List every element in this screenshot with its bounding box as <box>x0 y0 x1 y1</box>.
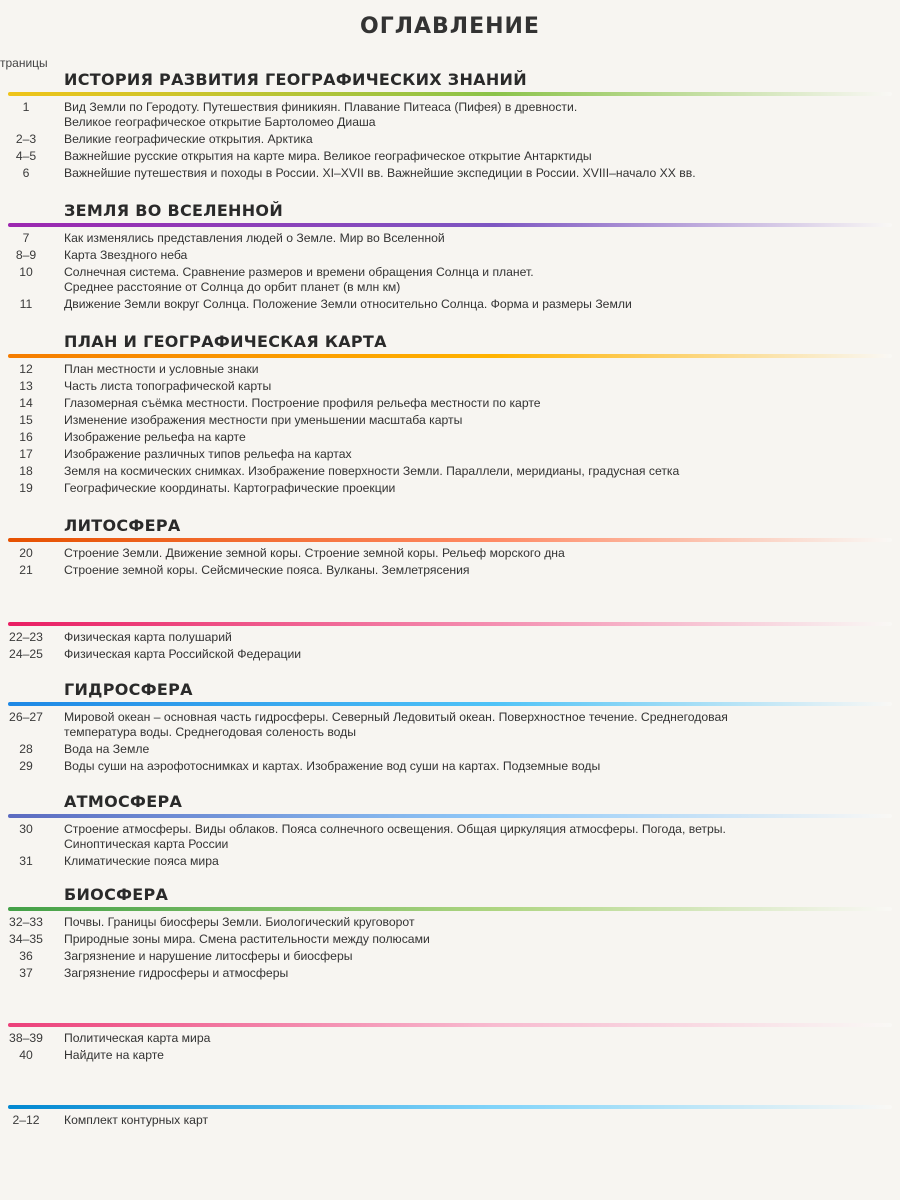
section-title: ПЛАН И ГЕОГРАФИЧЕСКАЯ КАРТА <box>64 332 387 351</box>
entry-title: Мировой океан – основная часть гидросферы. Северный Ледовитый океан. Поверхностное течение. Среднегодовая температура воды. Среднегодовая соленость воды <box>64 710 728 739</box>
section-rule <box>8 538 892 542</box>
entry-page-number: 17 <box>19 447 33 461</box>
entry-page-number: 18 <box>19 464 33 478</box>
section-entries <box>0 710 900 774</box>
entry-title: Важнейшие русские открытия на карте мира. Великое географическое открытие Антарктиды <box>64 149 592 163</box>
toc-section <box>0 70 900 181</box>
section-entries <box>0 1031 900 1063</box>
table-of-contents <box>0 70 900 1144</box>
toc-entry[interactable] <box>0 742 900 757</box>
entry-page-number: 28 <box>19 742 33 756</box>
entry-title: Строение Земли. Движение земной коры. Строение земной коры. Рельеф морского дна <box>64 546 565 560</box>
entry-title: Загрязнение и нарушение литосферы и биосферы <box>64 949 353 963</box>
section-rule <box>8 907 892 911</box>
toc-section <box>0 680 900 774</box>
toc-entry[interactable] <box>0 710 900 740</box>
entry-title: Воды суши на аэрофотоснимках и картах. Изображение вод суши на картах. Подземные воды <box>64 759 601 773</box>
section-title: АТМОСФЕРА <box>64 792 183 811</box>
toc-entry[interactable] <box>0 966 900 981</box>
section-rule <box>8 814 892 818</box>
entry-title: Комплект контурных карт <box>64 1113 209 1127</box>
entry-title: Физическая карта полушарий <box>64 630 232 644</box>
toc-entry[interactable] <box>0 396 900 411</box>
entry-page-number: 21 <box>19 563 33 577</box>
toc-entry[interactable] <box>0 100 900 130</box>
toc-entry[interactable] <box>0 932 900 947</box>
section-entries <box>0 362 900 496</box>
entry-title: Географические координаты. Картографические проекции <box>64 481 396 495</box>
section-rule <box>8 223 892 227</box>
entry-title: Найдите на карте <box>64 1048 164 1062</box>
toc-entry[interactable] <box>0 149 900 164</box>
section-header <box>0 1001 900 1029</box>
toc-entry[interactable] <box>0 297 900 312</box>
toc-entry[interactable] <box>0 630 900 645</box>
section-entries <box>0 822 900 869</box>
toc-section <box>0 1083 900 1128</box>
toc-section <box>0 885 900 981</box>
section-rule <box>8 1023 892 1027</box>
entry-title: Как изменялись представления людей о Земле. Мир во Вселенной <box>64 231 445 245</box>
section-header <box>0 201 900 229</box>
entry-title: Движение Земли вокруг Солнца. Положение Земли относительно Солнца. Форма и размеры Земли <box>64 297 632 311</box>
toc-entry[interactable] <box>0 447 900 462</box>
entry-page-number: 19 <box>19 481 33 495</box>
entry-page-number: 4–5 <box>15 149 37 163</box>
entry-page-number: 20 <box>19 546 33 560</box>
toc-entry[interactable] <box>0 231 900 246</box>
entry-title: Изображение различных типов рельефа на картах <box>64 447 352 461</box>
toc-entry[interactable] <box>0 647 900 662</box>
entry-page-number: 40 <box>19 1048 33 1062</box>
section-title: БИОСФЕРА <box>64 885 169 904</box>
section-header <box>0 70 900 98</box>
toc-entry[interactable] <box>0 1031 900 1046</box>
section-title: ЛИТОСФЕРА <box>64 516 181 535</box>
section-entries <box>0 915 900 981</box>
section-entries <box>0 231 900 312</box>
entry-page-number: 2–12 <box>12 1113 40 1127</box>
entry-title: Климатические пояса мира <box>64 854 219 868</box>
entry-page-number: 14 <box>19 396 33 410</box>
entry-page-number: 10 <box>19 265 33 279</box>
toc-section <box>0 600 900 662</box>
entry-title: Солнечная система. Сравнение размеров и времени обращения Солнца и планет. Среднее расстояние от Солнца до орбит планет (в млн км) <box>64 265 534 294</box>
section-header <box>0 885 900 913</box>
entry-page-number: 7 <box>22 231 30 245</box>
section-entries <box>0 1113 900 1128</box>
toc-section <box>0 1001 900 1063</box>
entry-page-number: 29 <box>19 759 33 773</box>
entry-page-number: 2–3 <box>15 132 37 146</box>
entry-page-number: 16 <box>19 430 33 444</box>
entry-page-number: 8–9 <box>15 248 37 262</box>
section-rule <box>8 702 892 706</box>
section-title: ИСТОРИЯ РАЗВИТИЯ ГЕОГРАФИЧЕСКИХ ЗНАНИЙ <box>64 70 527 89</box>
entry-page-number: 30 <box>19 822 33 836</box>
entry-page-number: 1 <box>22 100 30 114</box>
section-header <box>0 516 900 544</box>
entry-title: Вода на Земле <box>64 742 150 756</box>
entry-title: Великие географические открытия. Арктика <box>64 132 313 146</box>
toc-entry[interactable] <box>0 915 900 930</box>
entry-page-number: 37 <box>19 966 33 980</box>
section-header <box>0 680 900 708</box>
entry-title: Загрязнение гидросферы и атмосферы <box>64 966 289 980</box>
toc-entry[interactable] <box>0 854 900 869</box>
section-header <box>0 600 900 628</box>
entry-title: Важнейшие путешествия и походы в России. XI–XVII вв. Важнейшие экспедиции в России. XVIII–начало XX вв. <box>64 166 696 180</box>
entry-title: Строение атмосферы. Виды облаков. Пояса солнечного освещения. Общая циркуляция атмосферы. Погода, ветры. Синоптическая карта России <box>64 822 726 851</box>
toc-entry[interactable] <box>0 949 900 964</box>
toc-entry[interactable] <box>0 464 900 479</box>
entry-title: Вид Земли по Геродоту. Путешествия финикиян. Плавание Питеаса (Пифея) в древности. Великое географическое открытие Бартоломео Диаша <box>64 100 578 129</box>
toc-entry[interactable] <box>0 563 900 578</box>
toc-section <box>0 516 900 578</box>
entry-title: Глазомерная съёмка местности. Построение профиля рельефа местности по карте <box>64 396 541 410</box>
entry-title: Земля на космических снимках. Изображение поверхности Земли. Параллели, меридианы, градусная сетка <box>64 464 680 478</box>
toc-entry[interactable] <box>0 430 900 445</box>
section-title: ГИДРОСФЕРА <box>64 680 193 699</box>
section-rule <box>8 92 892 96</box>
toc-entry[interactable] <box>0 132 900 147</box>
entry-page-number: 32–33 <box>9 915 43 929</box>
entry-page-number: 11 <box>19 297 33 311</box>
entry-title: Политическая карта мира <box>64 1031 211 1045</box>
section-header <box>0 792 900 820</box>
toc-entry[interactable] <box>0 362 900 377</box>
toc-entry[interactable] <box>0 413 900 428</box>
entry-title: Природные зоны мира. Смена растительности между полюсами <box>64 932 430 946</box>
section-entries <box>0 100 900 181</box>
entry-page-number: 36 <box>19 949 33 963</box>
entry-title: Изменение изображения местности при уменьшении масштаба карты <box>64 413 463 427</box>
toc-entry[interactable] <box>0 822 900 852</box>
entry-title: План местности и условные знаки <box>64 362 259 376</box>
entry-page-number: 24–25 <box>9 647 43 661</box>
section-entries <box>0 630 900 662</box>
entry-page-number: 13 <box>19 379 33 393</box>
entry-title: Изображение рельефа на карте <box>64 430 246 444</box>
entry-page-number: 31 <box>19 854 33 868</box>
toc-entry[interactable] <box>0 1113 900 1128</box>
entry-page-number: 26–27 <box>9 710 43 724</box>
toc-section <box>0 332 900 496</box>
entry-page-number: 6 <box>22 166 30 180</box>
section-rule <box>8 1105 892 1109</box>
toc-entry[interactable] <box>0 248 900 263</box>
section-header <box>0 1083 900 1111</box>
toc-entry[interactable] <box>0 759 900 774</box>
entry-page-number: 34–35 <box>9 932 43 946</box>
entry-page-number: 38–39 <box>9 1031 43 1045</box>
toc-section <box>0 792 900 869</box>
entry-title: Почвы. Границы биосферы Земли. Биологический круговорот <box>64 915 415 929</box>
entry-title: Физическая карта Российской Федерации <box>64 647 302 661</box>
entry-page-number: 12 <box>19 362 33 376</box>
toc-entry[interactable] <box>0 166 900 181</box>
entry-page-number: 22–23 <box>9 630 43 644</box>
section-entries <box>0 546 900 578</box>
page-title: ОГЛАВЛЕНИЕ <box>360 14 540 39</box>
toc-entry[interactable] <box>0 379 900 394</box>
toc-entry[interactable] <box>0 546 900 561</box>
entry-title: Часть листа топографической карты <box>64 379 272 393</box>
section-rule <box>8 622 892 626</box>
entry-title: Строение земной коры. Сейсмические пояса. Вулканы. Землетрясения <box>64 563 470 577</box>
section-header <box>0 332 900 360</box>
toc-entry[interactable] <box>0 265 900 295</box>
entry-title: Карта Звездного неба <box>64 248 188 262</box>
toc-entry[interactable] <box>0 1048 900 1063</box>
toc-entry[interactable] <box>0 481 900 496</box>
pages-column-label: траницы <box>0 56 48 70</box>
entry-page-number: 15 <box>19 413 33 427</box>
section-title: ЗЕМЛЯ ВО ВСЕЛЕННОЙ <box>64 201 284 220</box>
toc-section <box>0 201 900 312</box>
section-rule <box>8 354 892 358</box>
